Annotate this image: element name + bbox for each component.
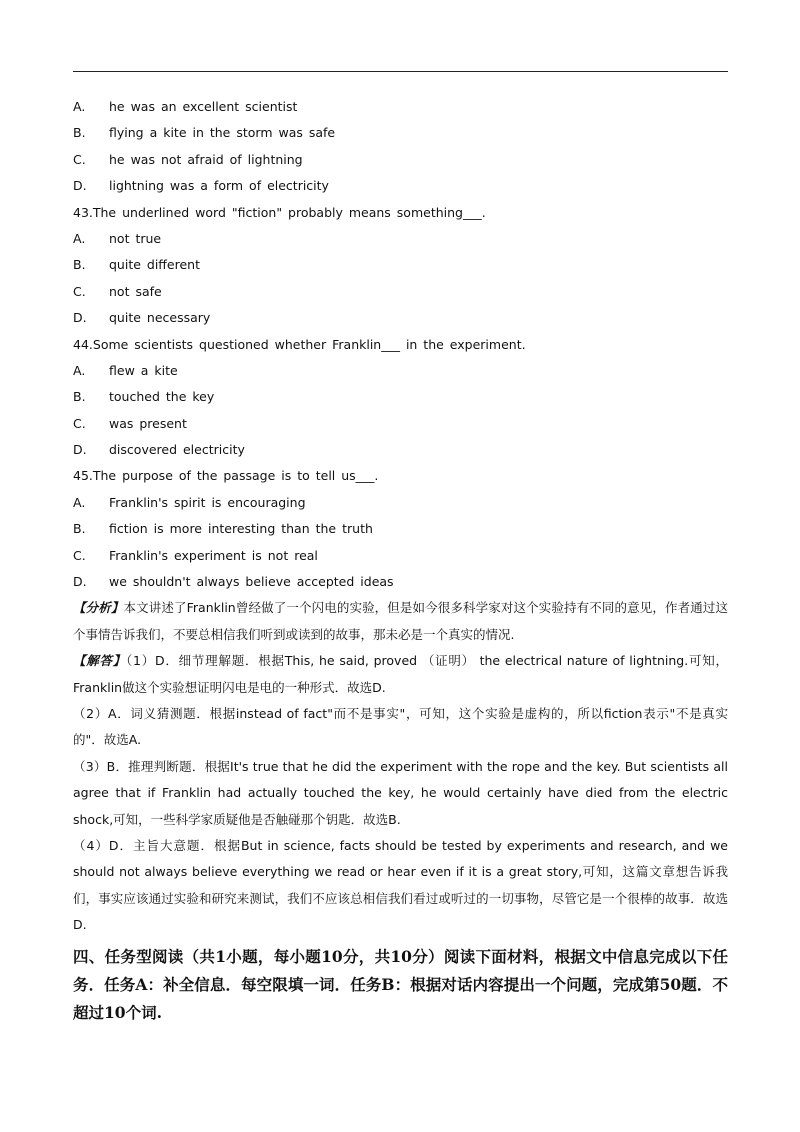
option: C. Franklin's experiment is not real: [73, 547, 318, 563]
answer-item-2: （2）A．词义猜测题．根据instead of fact"而不是事实"，可知，这个实验是虚构的，所以fiction表示"不是真实的"．故选A.: [73, 706, 728, 748]
option: C. was present: [73, 415, 187, 431]
question-45: [73, 463, 728, 595]
option: D. lightning was a form of electricity: [73, 178, 329, 194]
question-stem: 45.The purpose of the passage is to tell us___.: [73, 468, 379, 484]
answer-item-4: （4）D．主旨大意题．根据But in science, facts should be tested by experiments and research, and we should not always believe everything we read or hear even if it is a great story,可知，这篇文章想告诉我们，事实应该通过实验和研究来测试，我们不应该总相信我们看过或听过的一切事物，尽管它是一个很棒的故事．故选D.: [73, 838, 728, 933]
option: B. fiction is more interesting than the truth: [73, 521, 373, 537]
question-44: [73, 332, 728, 464]
option: D. quite necessary: [73, 310, 211, 326]
option: D. discovered electricity: [73, 442, 245, 458]
question-stem: 44.Some scientists questioned whether Franklin___ in the experiment.: [73, 336, 526, 352]
analysis-tag: 【分析】: [73, 600, 124, 616]
option: B. flying a kite in the storm was safe: [73, 125, 336, 141]
section-heading: 四、任务型阅读（共1小题，每小题10分，共10分）阅读下面材料，根据文中信息完成以下任务．任务A：补全信息．每空限填一词．任务B：根据对话内容提出一个问题，完成第50题．不超过10个词.: [73, 946, 728, 1022]
option: C. he was not afraid of lightning: [73, 151, 303, 167]
option: A. Franklin's spirit is encouraging: [73, 494, 306, 510]
question-43: [73, 200, 728, 332]
option: B. quite different: [73, 257, 200, 273]
analysis-paragraph: 【分析】本文讲述了Franklin曾经做了一个闪电的实验，但是如今很多科学家对这个实验持有不同的意见，作者通过这个事情告诉我们，不要总相信我们听到或读到的故事，那未必是一个真实的情况.: [73, 600, 728, 642]
option: D. we shouldn't always believe accepted ideas: [73, 574, 394, 590]
q42-options: [73, 94, 728, 200]
option: A. not true: [73, 230, 162, 246]
page-content: [73, 94, 728, 1027]
option: B. touched the key: [73, 389, 215, 405]
option: C. not safe: [73, 283, 162, 299]
option: A. flew a kite: [73, 362, 178, 378]
option: A. he was an excellent scientist: [73, 99, 298, 114]
header-rule: [73, 71, 728, 72]
answers-tag: 【解答】: [73, 653, 127, 669]
question-stem: 43.The underlined word "fiction" probably means something___.: [73, 204, 486, 220]
answer-item-3: （3）B．推理判断题．根据It's true that he did the experiment with the rope and the key. But scientists all agree that if Franklin had actually touched the key, he would certainly have died from the electric shock,可知，一些科学家质疑他是否触碰那个钥匙．故选B.: [73, 758, 728, 827]
answer-item-1: 【解答】（1）D．细节理解题．根据This, he said, proved （证明） the electrical nature of lightning.可知，Franklin做这个实验想证明闪电是电的一种形式．故选D.: [73, 653, 728, 695]
